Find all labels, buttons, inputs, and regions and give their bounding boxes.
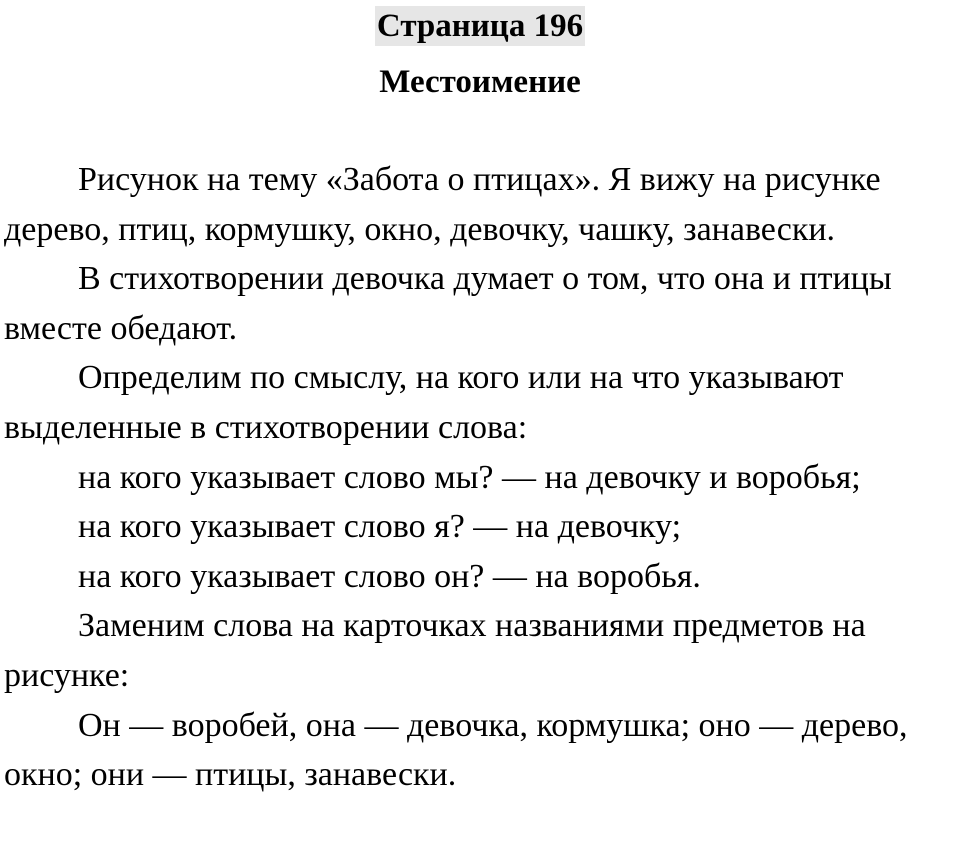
answer-line-i: на кого указывает слово я? — на девочку; bbox=[78, 508, 682, 546]
body-text bbox=[4, 155, 960, 800]
paragraph-poem-summary: В стихотворении девочка думает о том, что она и птицы вместе обедают. bbox=[4, 260, 892, 347]
header bbox=[0, 0, 960, 102]
answer-line-he: на кого указывает слово он? — на воробья. bbox=[78, 557, 701, 595]
paragraph-picture-description: Рисунок на тему «Забота о птицах». Я вижу на рисунке дерево, птиц, кормушку, окно, девочку, чашку, занавески. bbox=[4, 161, 881, 248]
answer-line-we: на кого указывает слово мы? — на девочку и воробья; bbox=[78, 458, 861, 496]
paragraph-cards-answer: Он — воробей, она — девочка, кормушка; оно — дерево, окно; они — птицы, занавески. bbox=[4, 706, 908, 794]
paragraph-task-intro: Определим по смыслу, на кого или на что указывают выделенные в стихотворении слова: bbox=[4, 359, 844, 446]
section-title: Местоимение bbox=[379, 64, 581, 100]
page-number: Страница 196 bbox=[376, 8, 584, 44]
paragraph-cards-task: Заменим слова на карточках названиями предметов на рисунке: bbox=[4, 607, 866, 694]
